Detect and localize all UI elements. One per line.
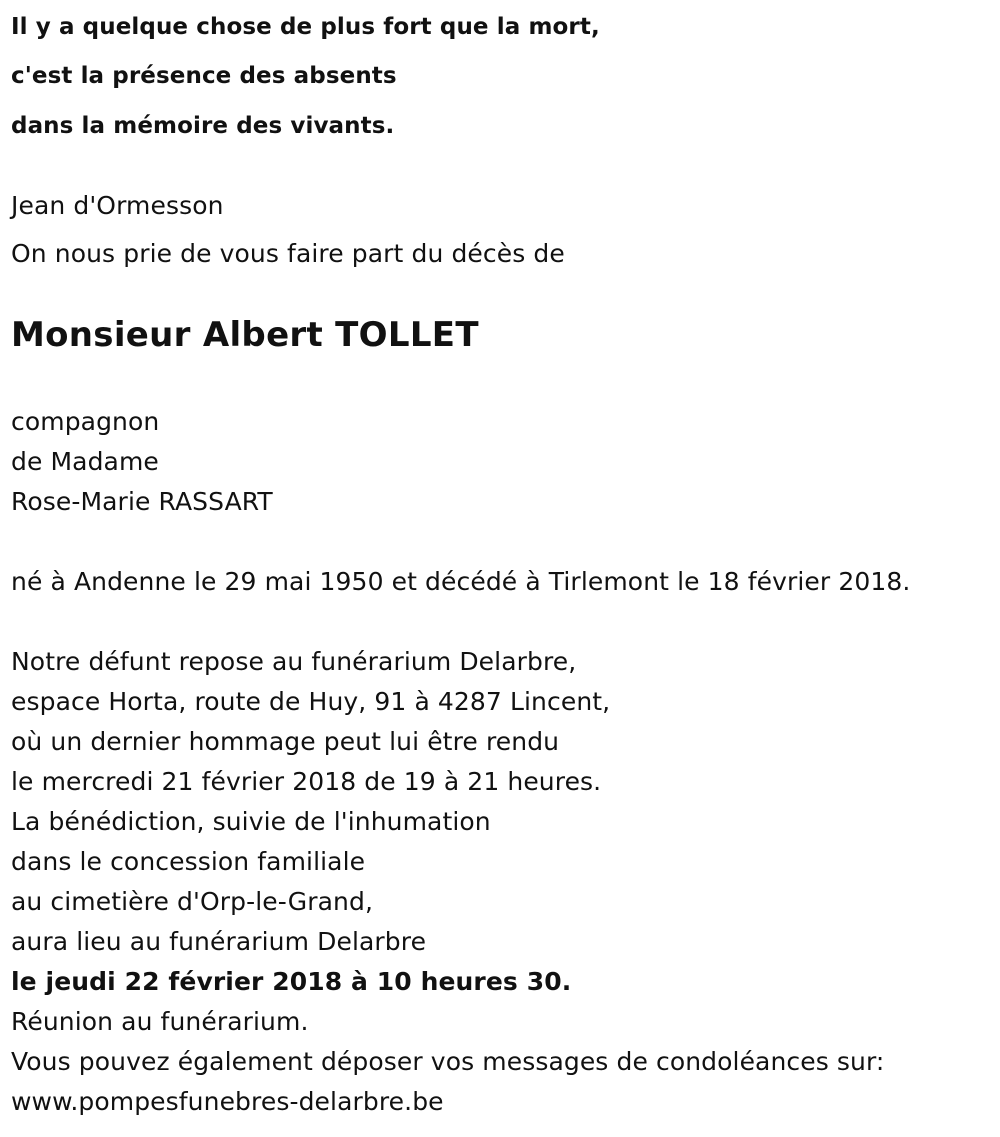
details-line-2: espace Horta, route de Huy, 91 à 4287 Lincent,: [11, 687, 611, 716]
relation-line-2: de Madame: [11, 447, 159, 476]
closing-line-1: Réunion au funérarium.: [11, 1007, 309, 1036]
ceremony-time: le jeudi 22 février 2018 à 10 heures 30.: [11, 967, 572, 996]
quote-line-1: Il y a quelque chose de plus fort que la mort,: [11, 14, 600, 40]
birth-death-line: né à Andenne le 29 mai 1950 et décédé à Tirlemont le 18 février 2018.: [11, 567, 911, 596]
details-line-8: aura lieu au funérarium Delarbre: [11, 927, 427, 956]
relation-line-1: compagnon: [11, 407, 160, 436]
quote-author: Jean d'Ormesson: [11, 191, 224, 220]
quote-line-2: c'est la présence des absents: [11, 63, 397, 89]
details-line-3: où un dernier hommage peut lui être rendu: [11, 727, 560, 756]
closing-line-2: Vous pouvez également déposer vos messages de condoléances sur:: [11, 1047, 885, 1076]
quote-line-3: dans la mémoire des vivants.: [11, 113, 395, 139]
website-link[interactable]: [11, 1087, 444, 1117]
details-line-1: Notre défunt repose au funérarium Delarbre,: [11, 647, 577, 676]
announcement-intro: On nous prie de vous faire part du décès de: [11, 239, 565, 268]
relation-line-3: Rose-Marie RASSART: [11, 487, 273, 516]
deceased-name: Monsieur Albert TOLLET: [11, 315, 479, 355]
website-link-text[interactable]: www.pompesfunebres-delarbre.be: [11, 1087, 444, 1116]
details-line-7: au cimetière d'Orp-le-Grand,: [11, 887, 374, 916]
details-line-5: La bénédiction, suivie de l'inhumation: [11, 807, 491, 836]
details-line-4: le mercredi 21 février 2018 de 19 à 21 heures.: [11, 767, 602, 796]
details-line-6: dans le concession familiale: [11, 847, 366, 876]
